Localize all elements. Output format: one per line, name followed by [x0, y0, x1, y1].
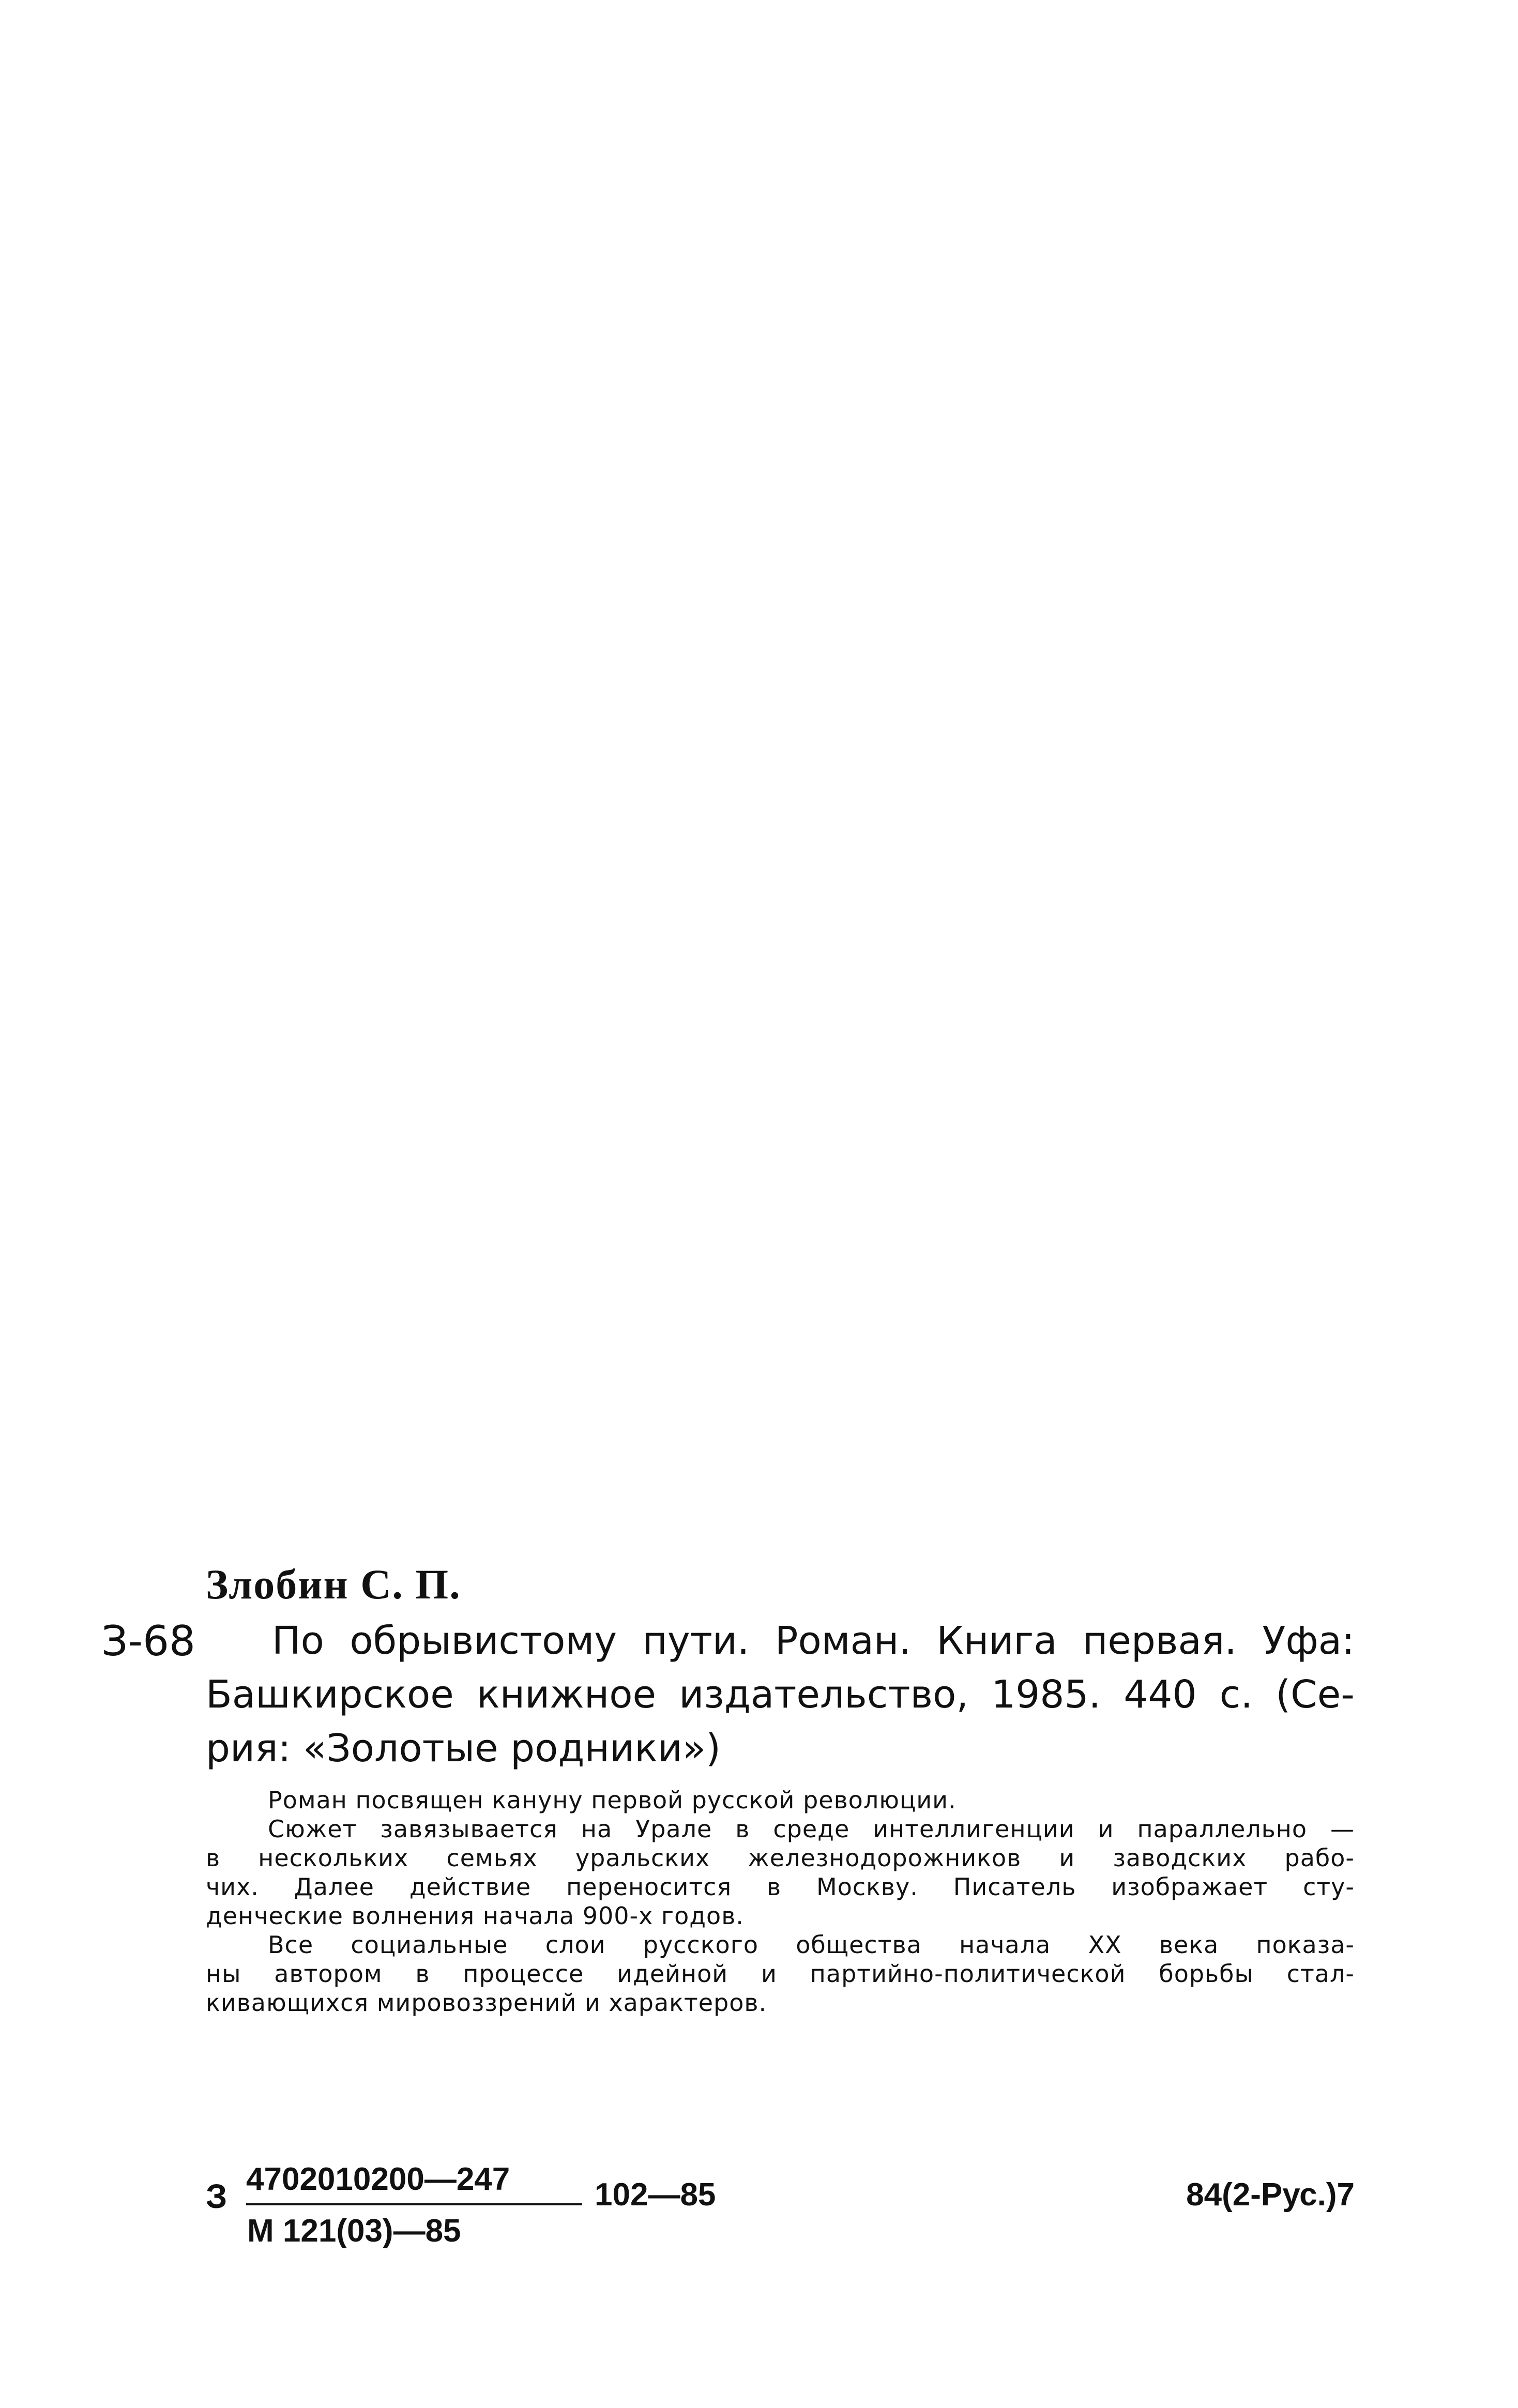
author-name: Злобин С. П.	[206, 1561, 461, 1608]
code-numerator: 4702010200—247	[246, 2161, 510, 2197]
annotation-line: чих. Далее действие переносится в Москву. Писатель изображает сту-	[206, 1873, 1355, 1901]
entry-line: Башкирское книжное издательство, 1985. 440 с. (Се-	[206, 1672, 1355, 1717]
annotation-line: Сюжет завязывается на Урале в среде интеллигенции и параллельно —	[268, 1815, 1355, 1843]
author-index: З-68	[101, 1617, 195, 1665]
annotation-line: кивающихся мировоззрений и характеров.	[206, 1989, 767, 2017]
entry-line: рия: «Золотые родники»)	[206, 1726, 721, 1771]
fraction-line	[246, 2203, 582, 2205]
classification-code: 84(2-Рус.)7	[1186, 2177, 1355, 2213]
code-letter: З	[206, 2177, 227, 2215]
bibliographic-code	[0, 2161, 1518, 2275]
annotation	[206, 1786, 1355, 2017]
code-denominator: М 121(03)—85	[247, 2213, 461, 2249]
annotation-line: денческие волнения начала 900-х годов.	[206, 1902, 744, 1930]
bibliographic-entry	[206, 1614, 1355, 1775]
annotation-line: ны автором в процессе идейной и партийно-политической борьбы стал-	[206, 1960, 1355, 1988]
entry-line: По обрывистому пути. Роман. Книга первая. Уфа:	[272, 1619, 1355, 1663]
annotation-line: Роман посвящен кануну первой русской революции.	[268, 1786, 957, 1814]
annotation-line: Все социальные слои русского общества начала XX века показа-	[268, 1931, 1355, 1959]
annotation-line: в нескольких семьях уральских железнодорожников и заводских рабо-	[206, 1844, 1355, 1872]
code-middle: 102—85	[595, 2177, 716, 2213]
